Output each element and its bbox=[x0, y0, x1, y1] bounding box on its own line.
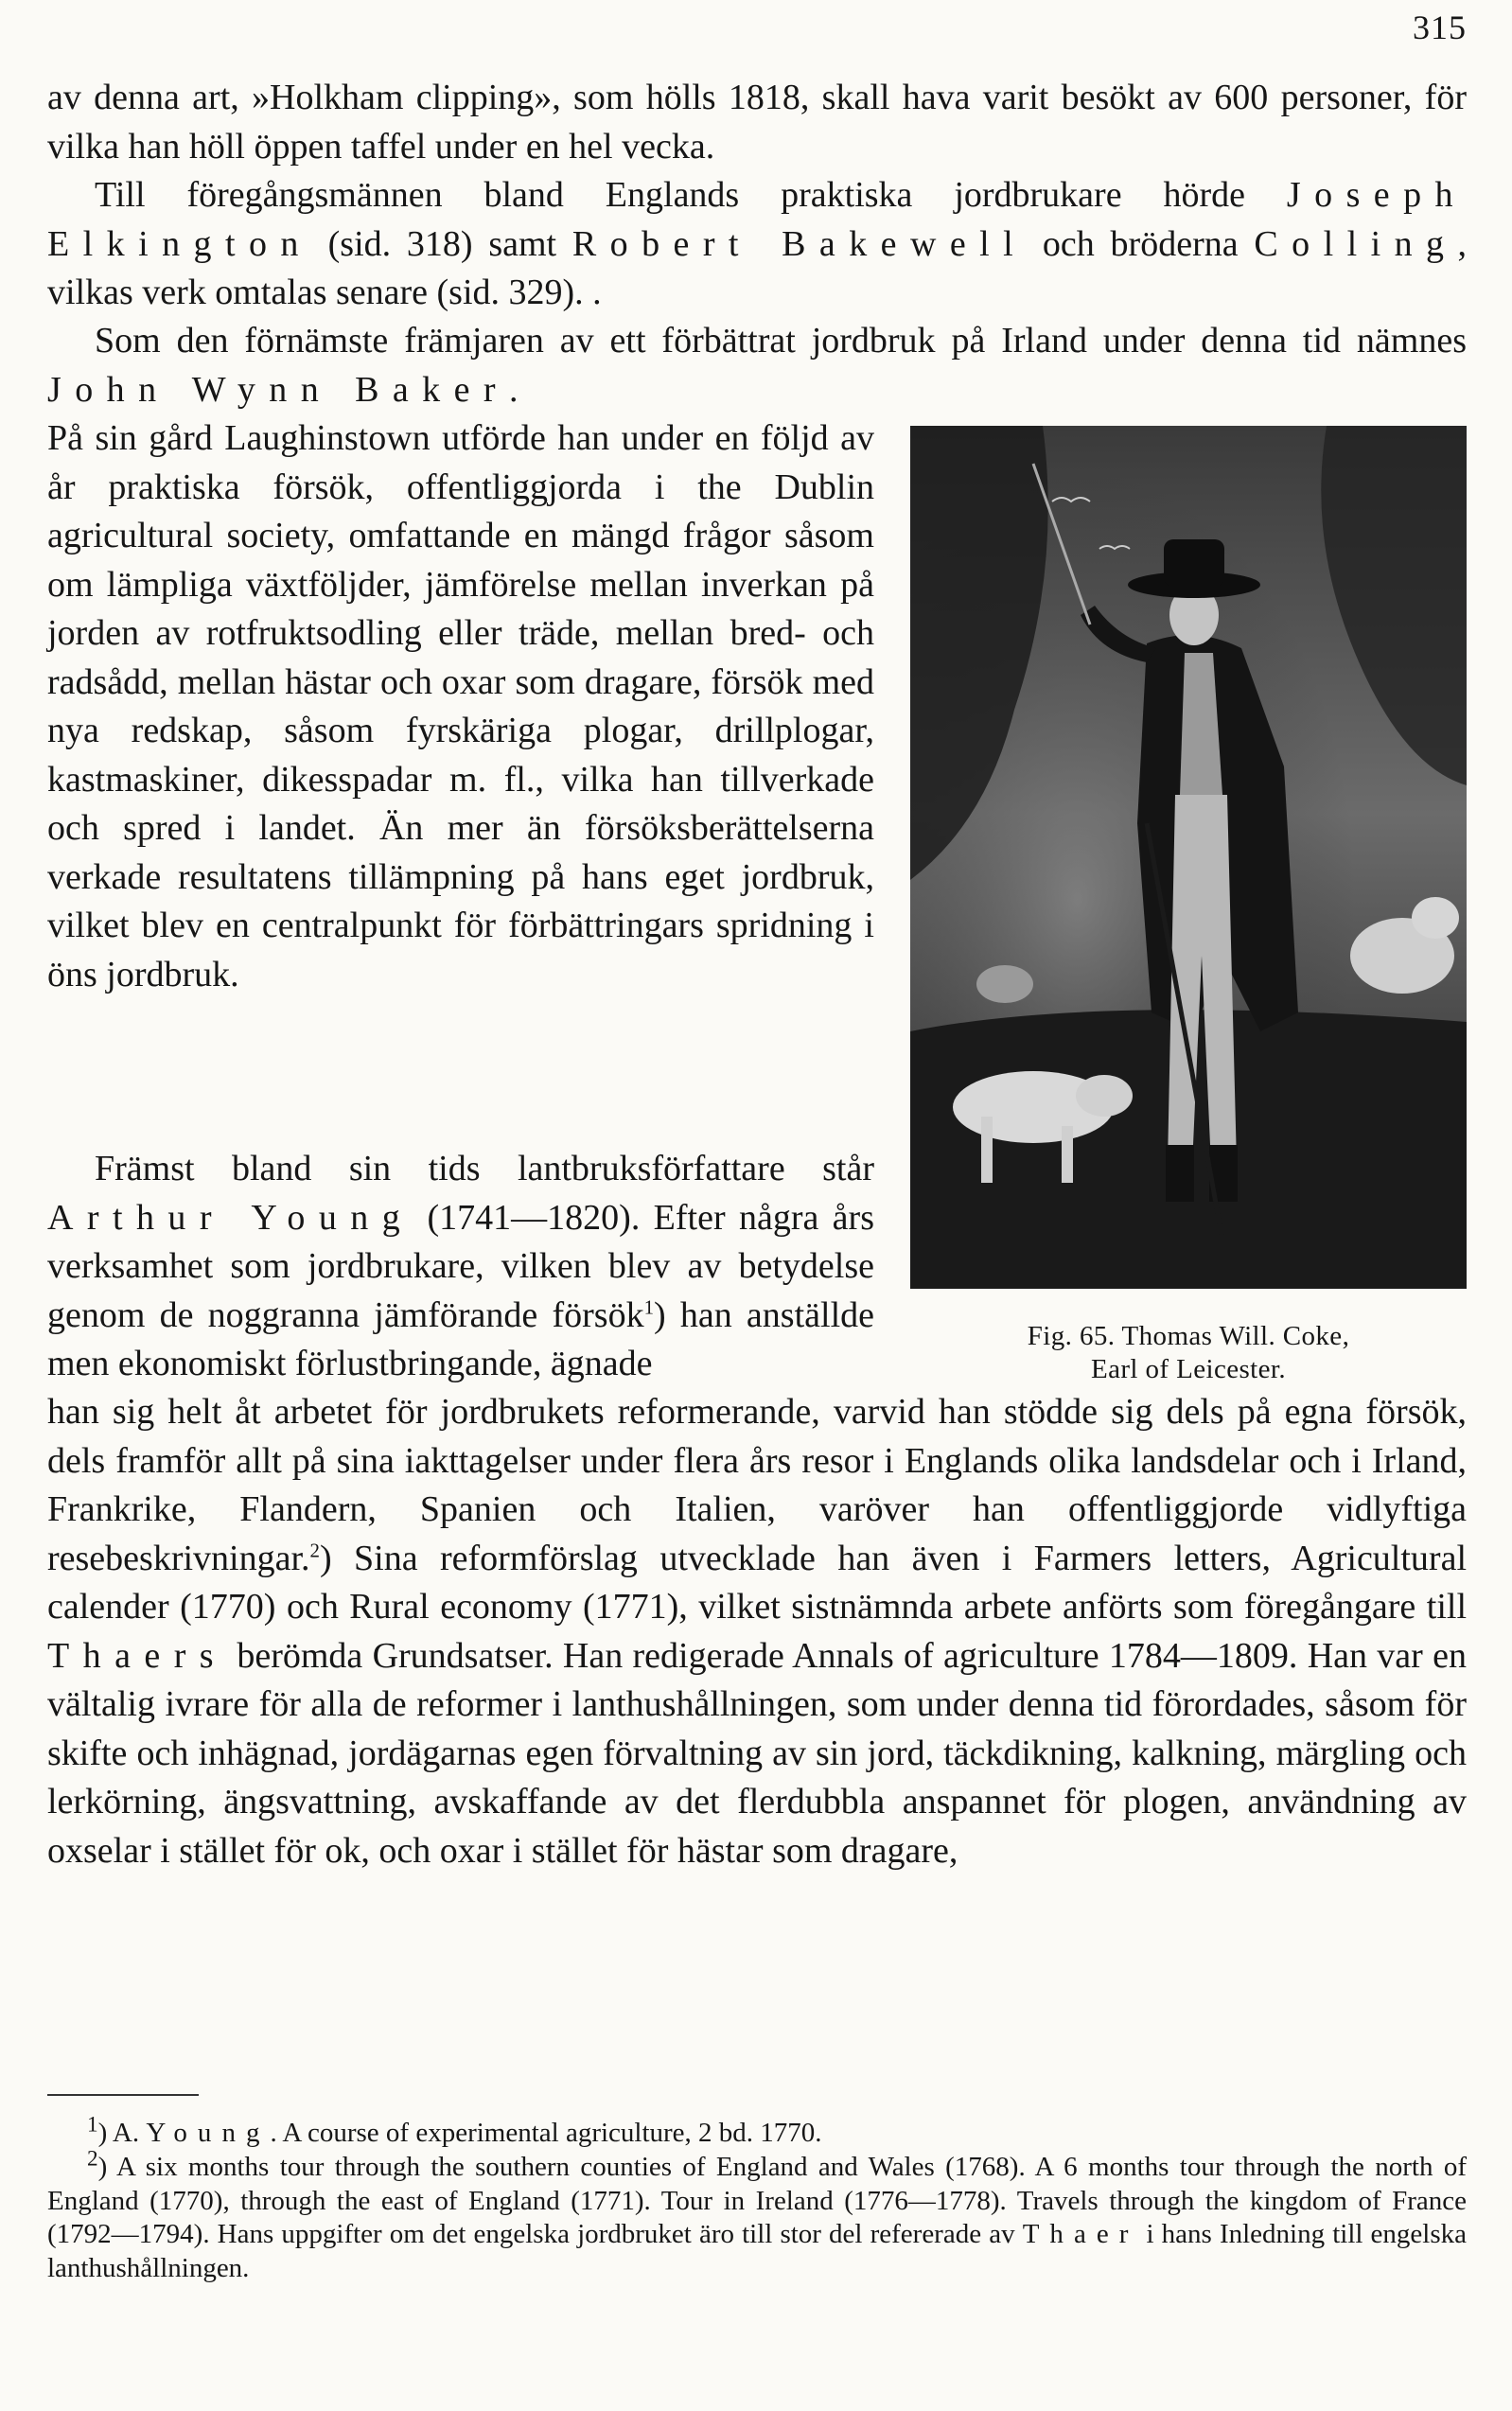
portrait-illustration bbox=[910, 426, 1467, 1289]
paragraph-6-text-c: berömda Grundsatser. Han redigerade Annals of agriculture 1784—1809. Han var en vältalig ivrare för alla de reformer i lanthushållningen, som under denna tid förordades, såsom för skifte och inhägnad, jordägarnas egen förvaltning av sin jord, täckdikning, kalkning, märgling och lerkörning, ängsvattning, avskaffande av det flerdubbla anspannet för plogen, användning av oxselar i stället för ok, och oxar i stället för hästar som dragare, bbox=[47, 1635, 1467, 1871]
paragraph-6-text-a: han sig helt åt arbetet för jordbrukets reformerande, varvid han stödde sig dels på egna försök, dels framför allt på sina iakttagelser under flera års resor i Englands olika landsdelar och i Irland, Frankrike, Flandern, Spanien och Italien, varöver han offentliggjorde vidlyftiga resebeskrivningar. bbox=[47, 1392, 1467, 1578]
paragraph-2-text-b: (sid. 318) samt bbox=[311, 223, 572, 264]
paragraph-1: av denna art, »Holkham clipping», som hölls 1818, skall hava varit besökt av 600 personer, för vilka han höll öppen taffel under en hel vecka. bbox=[47, 78, 1467, 167]
figure-caption bbox=[910, 1320, 1467, 1386]
figure-caption-line-1: Fig. 65. Thomas Will. Coke, bbox=[1027, 1321, 1350, 1351]
footnote-1-name: Young bbox=[146, 2118, 271, 2148]
footnote-1-mark: 1 bbox=[87, 2112, 98, 2138]
footnote-2-text-b: i hans Inledning till engelska lanthushållningen. bbox=[47, 2219, 1467, 2283]
paragraph-2-text-a: Till föregångsmännen bland Englands praktiska jordbrukare hörde bbox=[95, 175, 1287, 215]
paragraph-6-text-b: ) Sina reformförslag utvecklade han även i Farmers letters, Agricultural calender (1770) och Rural economy (1771), vilket sistnämnda arbete anförts som föregångare till bbox=[47, 1538, 1467, 1627]
footnote-1 bbox=[47, 2112, 1467, 2151]
paragraph-5-text-c: ) han anställde men ekonomiskt förlustbringande, ägnade bbox=[47, 1294, 874, 1383]
figure-caption-line-2: Earl of Leicester. bbox=[1090, 1354, 1287, 1384]
paragraph-3-text-b: . bbox=[509, 369, 519, 410]
paragraph-5-text-b: (1741—1820). Efter några års verksamhet som jordbrukare, vilken blev av betydelse genom de noggranna jämförande försök bbox=[47, 1197, 874, 1335]
footnote-ref-1: 1 bbox=[643, 1294, 655, 1318]
paragraph-5-text-a: Främst bland sin tids lantbruksförfattare står bbox=[95, 1149, 874, 1188]
name-joseph-elkington: Joseph Elkington bbox=[47, 175, 1467, 264]
paragraph-3 bbox=[47, 317, 1467, 414]
paragraph-2-text-d: , vilkas verk omtalas senare (sid. 329). . bbox=[47, 223, 1467, 312]
paragraph-6 bbox=[47, 1388, 1467, 1875]
footnote-1-text-a: ) A. bbox=[97, 2118, 147, 2148]
paragraph-2-text-c: och bröderna bbox=[1027, 223, 1255, 264]
footnote-2 bbox=[47, 2146, 1467, 2285]
name-thaers: Thaers bbox=[47, 1635, 228, 1676]
paragraph-3-text-a: Som den förnämste främjaren av ett förbättrat jordbruk på Irland under denna tid nämnes bbox=[95, 321, 1467, 361]
paragraph-5 bbox=[47, 1145, 874, 1389]
footnote-1-text-b: . A course of experimental agriculture, 2 bd. 1770. bbox=[270, 2118, 822, 2148]
footnote-ref-2: 2 bbox=[309, 1538, 320, 1561]
name-arthur-young: Arthur Young bbox=[47, 1197, 414, 1238]
footnote-2-name: Thaer bbox=[1022, 2219, 1139, 2249]
footnote-2-mark: 2 bbox=[87, 2146, 98, 2172]
footnote-separator bbox=[47, 2094, 199, 2096]
name-colling: Colling bbox=[1254, 223, 1458, 264]
paragraph-2 bbox=[47, 171, 1467, 318]
footnote-2-text-a: ) A six months tour through the southern counties of England and Wales (1768). A 6 months tour through the north of England (1770), through the east of England (1771). Tour in Ireland (1776—1778). Travels through the kingdom of France (1792—1794). Hans uppgifter om det engelska jordbruket äro till stor del refererade av bbox=[47, 2152, 1467, 2249]
page-number: 315 bbox=[1413, 9, 1467, 46]
name-john-wynn-baker: John Wynn Baker bbox=[47, 369, 510, 410]
paragraph-4: På sin gård Laughinstown utförde han under en följd av år praktiska försök, offentliggjorda i the Dublin agricultural society, omfattande en mängd frågor såsom om lämpliga växtföljder, jämförelse mellan inverkan på jorden av rotfruktsodling eller träde, mellan bred- och radsådd, mellan hästar och oxar som dragare, försök med nya redskap, såsom fyrskäriga plogar, drillplogar, kastmaskiner, dikesspadar m. fl., vilka han tillverkade och spred i landet. Än mer än försöksberättelserna verkade resultatens tillämpning på hans eget jordbruk, vilket blev en centralpunkt för förbättringars spridning i öns jordbruk. bbox=[47, 418, 874, 994]
portrait-figure bbox=[910, 426, 1467, 1289]
name-robert-bakewell: Robert Bakewell bbox=[571, 223, 1028, 264]
